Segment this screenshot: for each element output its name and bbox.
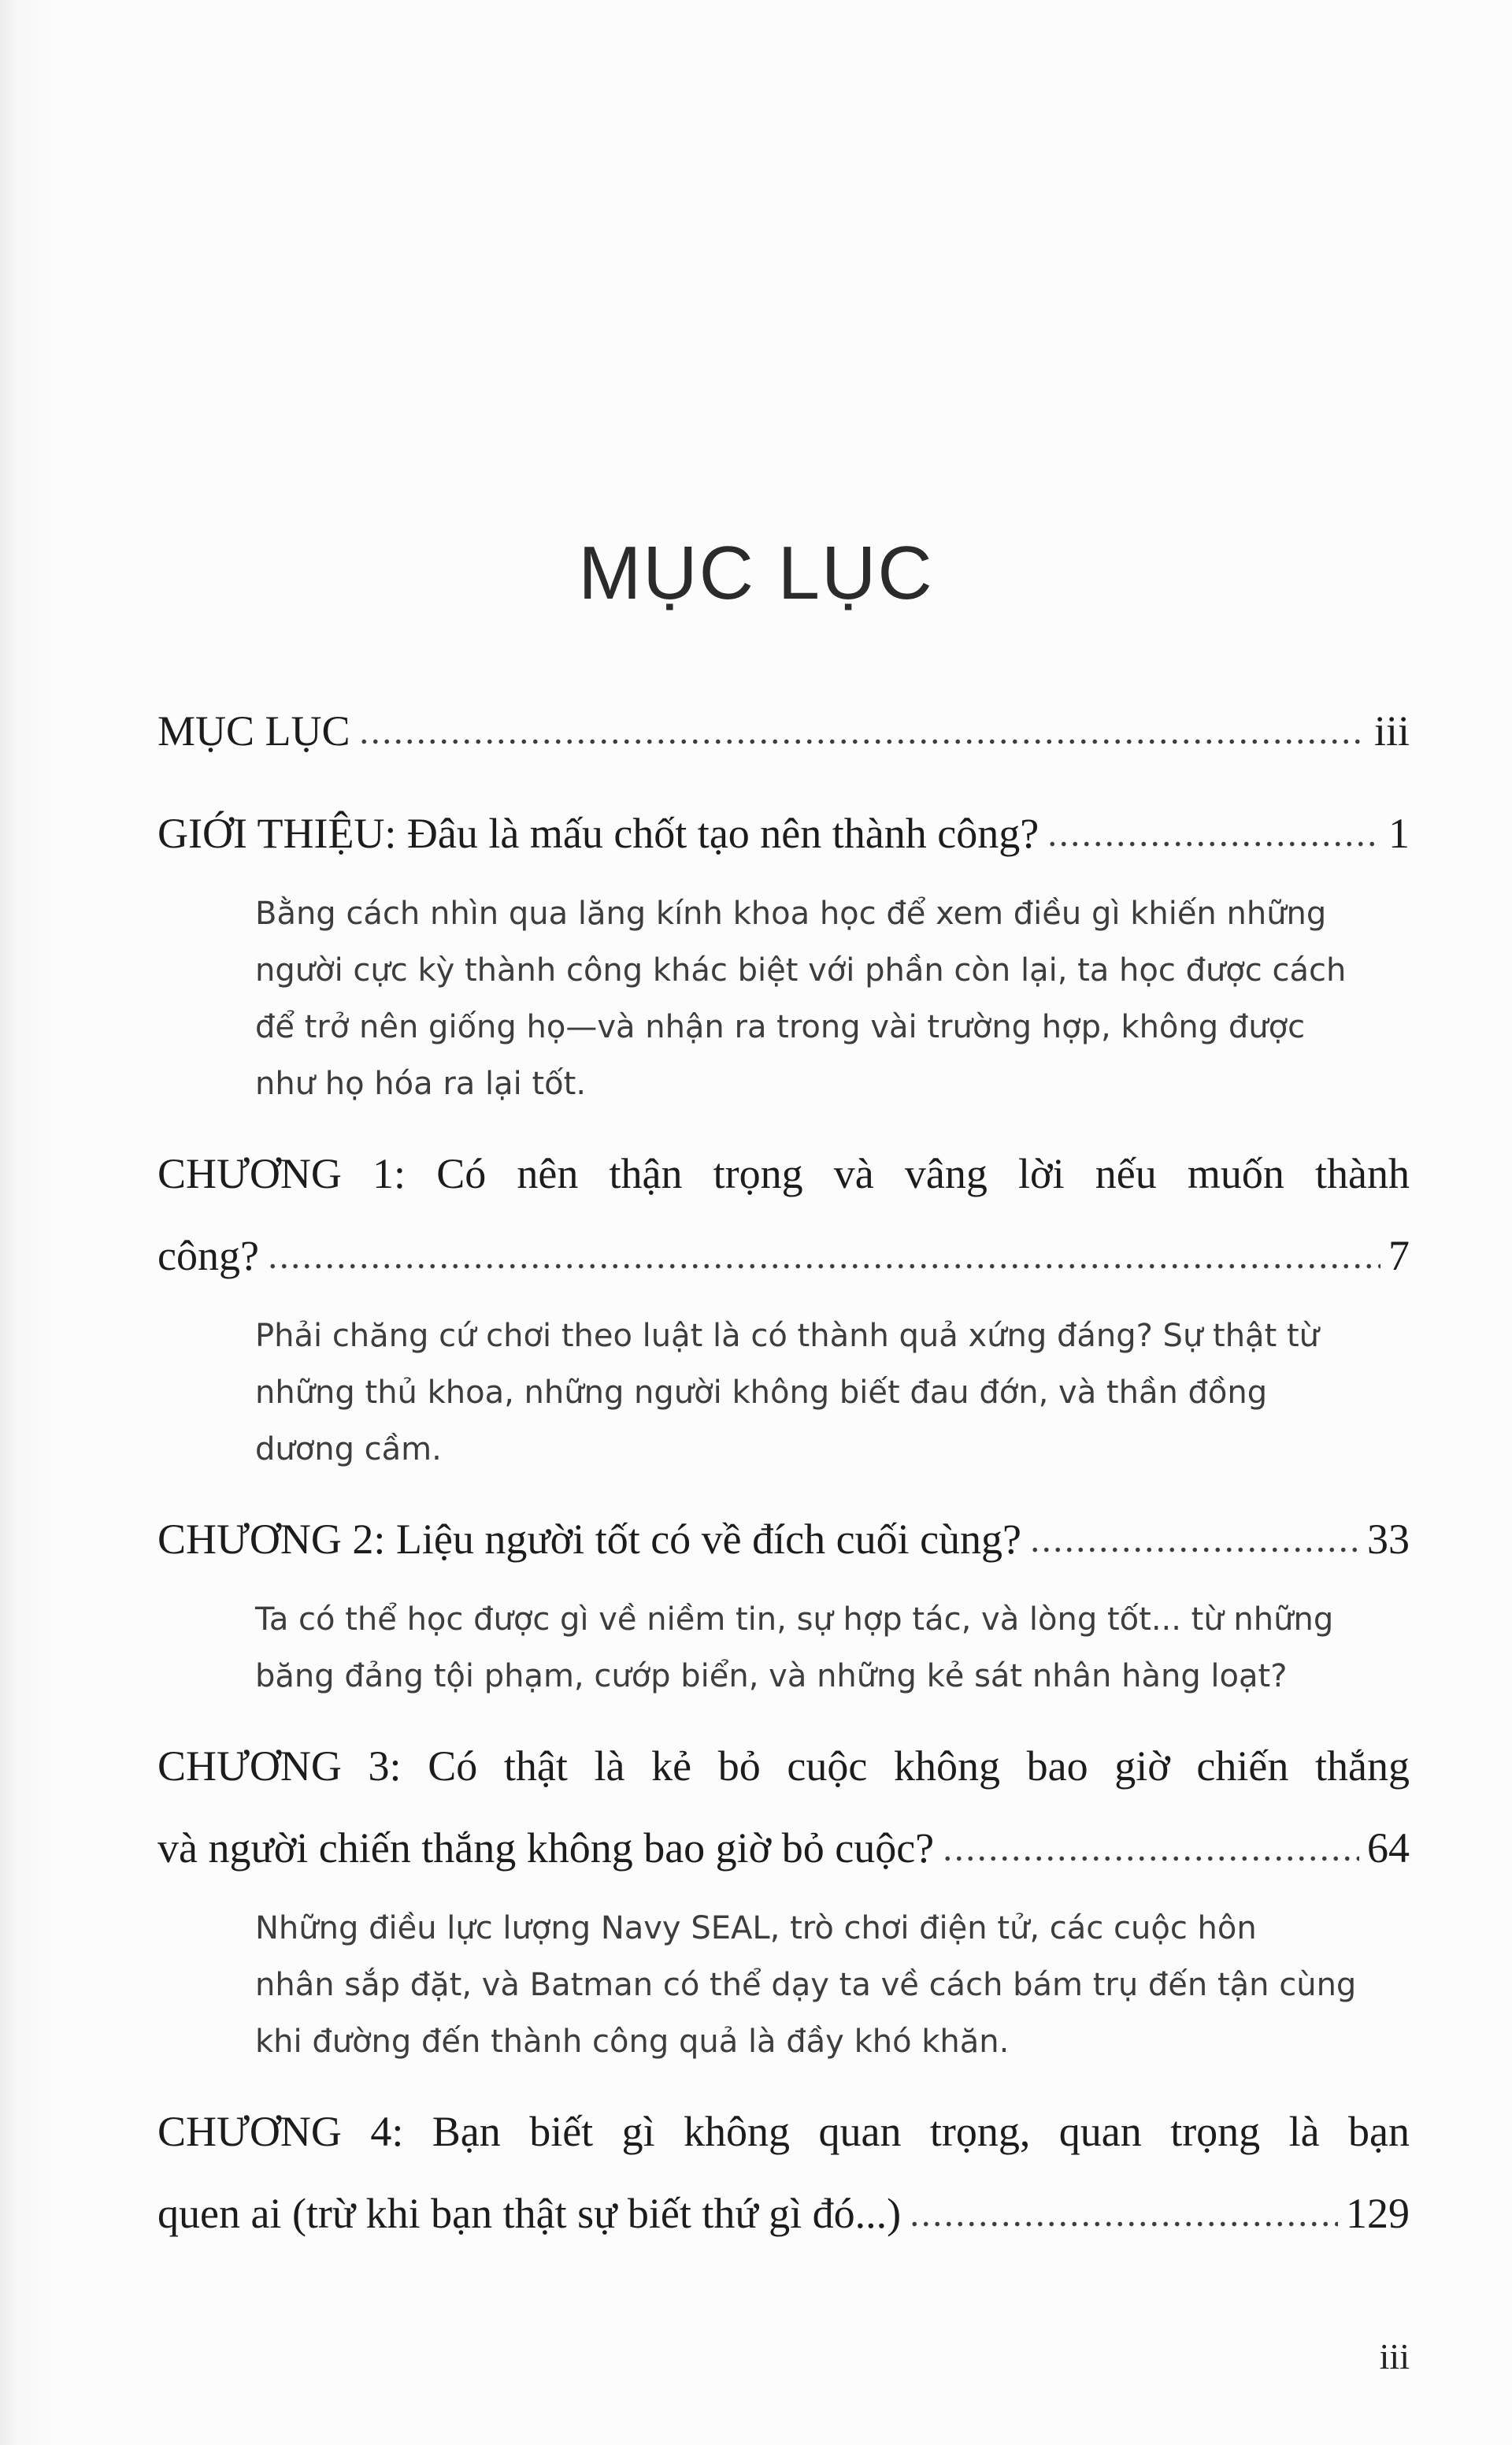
- toc-entry-description-line: Ta có thể học được gì về niềm tin, sự hợp tác, và lòng tốt... từ những: [255, 1601, 1334, 1638]
- page-title: MỤC LỤC: [578, 531, 934, 615]
- toc-entry-page-number: 33: [1367, 1516, 1410, 1563]
- toc-entry-description: [255, 1900, 1410, 2070]
- toc-entry-heading-text: CHƯƠNG 4: Bạn biết gì không quan trọng, quan trọng là bạn: [158, 2108, 1410, 2155]
- dotted-leader: [909, 2221, 1338, 2228]
- toc-list: [158, 690, 1410, 2254]
- toc-entry-heading-text: công?: [158, 1232, 259, 1279]
- toc-entry-heading-text: CHƯƠNG 3: Có thật là kẻ bỏ cuộc không bao giờ chiến thắng: [158, 1742, 1410, 1790]
- toc-entry-description-line: người cực kỳ thành công khác biệt với phần còn lại, ta học được cách: [255, 952, 1347, 989]
- toc-entry-description-line: Bằng cách nhìn qua lăng kính khoa học để xem điều gì khiến những: [255, 896, 1327, 932]
- toc-entry-description-line: những thủ khoa, những người không biết đau đớn, và thần đồng: [255, 1375, 1268, 1411]
- toc-entry-description-line: Những điều lực lượng Navy SEAL, trò chơi điện tử, các cuộc hôn: [255, 1910, 1257, 1946]
- footer-page-number: iii: [1379, 2336, 1410, 2376]
- toc-entry: [158, 792, 1410, 1112]
- toc-entry-heading-text: GIỚI THIỆU: Đâu là mấu chốt tạo nên thành công?: [158, 810, 1040, 857]
- dotted-leader: [942, 1855, 1359, 1862]
- dotted-leader: [267, 1263, 1380, 1270]
- toc-entry-description-line: để trở nên giống họ—và nhận ra trong vài trường hợp, không được: [255, 1009, 1306, 1045]
- toc-entry-heading-line: [158, 1807, 1410, 1889]
- toc-entry-heading-line: [158, 2172, 1410, 2254]
- dotted-leader: [1047, 840, 1380, 848]
- dotted-leader: [1029, 1546, 1359, 1553]
- toc-entry-description: [255, 1308, 1410, 1478]
- toc-entry-heading-line: [158, 1133, 1410, 1215]
- toc-entry: [158, 1725, 1410, 2070]
- toc-entry-description: [255, 1591, 1410, 1705]
- toc-entry-heading-text: và người chiến thắng không bao giờ bỏ cuộc?: [158, 1824, 935, 1872]
- toc-entry-description-line: Phải chăng cứ chơi theo luật là có thành quả xứng đáng? Sự thật từ: [255, 1318, 1319, 1354]
- toc-entry-heading-text: MỤC LỤC: [158, 707, 350, 755]
- toc-entry-description-line: nhân sắp đặt, và Batman có thể dạy ta về cách bám trụ đến tận cùng: [255, 1967, 1357, 2003]
- toc-entry-page-number: 64: [1367, 1824, 1410, 1872]
- toc-entry-heading-line: [158, 1498, 1410, 1580]
- toc-entry-heading-text: quen ai (trừ khi bạn thật sự biết thứ gì đó...): [158, 2190, 902, 2237]
- toc-entry-page-number: 1: [1388, 810, 1410, 857]
- toc-entry-description: [255, 885, 1410, 1112]
- toc-entry: [158, 690, 1410, 772]
- toc-entry: [158, 2091, 1410, 2254]
- toc-entry-page-number: 129: [1346, 2190, 1410, 2237]
- toc-entry-heading-line: [158, 1725, 1410, 1807]
- toc-entry-description-line: như họ hóa ra lại tốt.: [255, 1066, 587, 1102]
- toc-entry-description-line: băng đảng tội phạm, cướp biển, và những kẻ sát nhân hàng loạt?: [255, 1658, 1288, 1694]
- toc-entry-page-number: 7: [1388, 1232, 1410, 1279]
- toc-entry-heading-line: [158, 690, 1410, 772]
- toc-entry: [158, 1133, 1410, 1478]
- toc-entry-heading-line: [158, 792, 1410, 874]
- toc-entry-heading-line: [158, 2091, 1410, 2172]
- toc-entry: [158, 1498, 1410, 1705]
- toc-entry-page-number: iii: [1373, 707, 1410, 755]
- dotted-leader: [358, 738, 1366, 745]
- toc-entry-heading-text: CHƯƠNG 1: Có nên thận trọng và vâng lời nếu muốn thành: [158, 1150, 1410, 1197]
- toc-entry-heading-text: CHƯƠNG 2: Liệu người tốt có về đích cuối cùng?: [158, 1516, 1022, 1563]
- toc-entry-description-line: dương cầm.: [255, 1431, 442, 1467]
- toc-entry-heading-line: [158, 1215, 1410, 1297]
- toc-entry-description-line: khi đường đến thành công quả là đầy khó khăn.: [255, 2024, 1010, 2060]
